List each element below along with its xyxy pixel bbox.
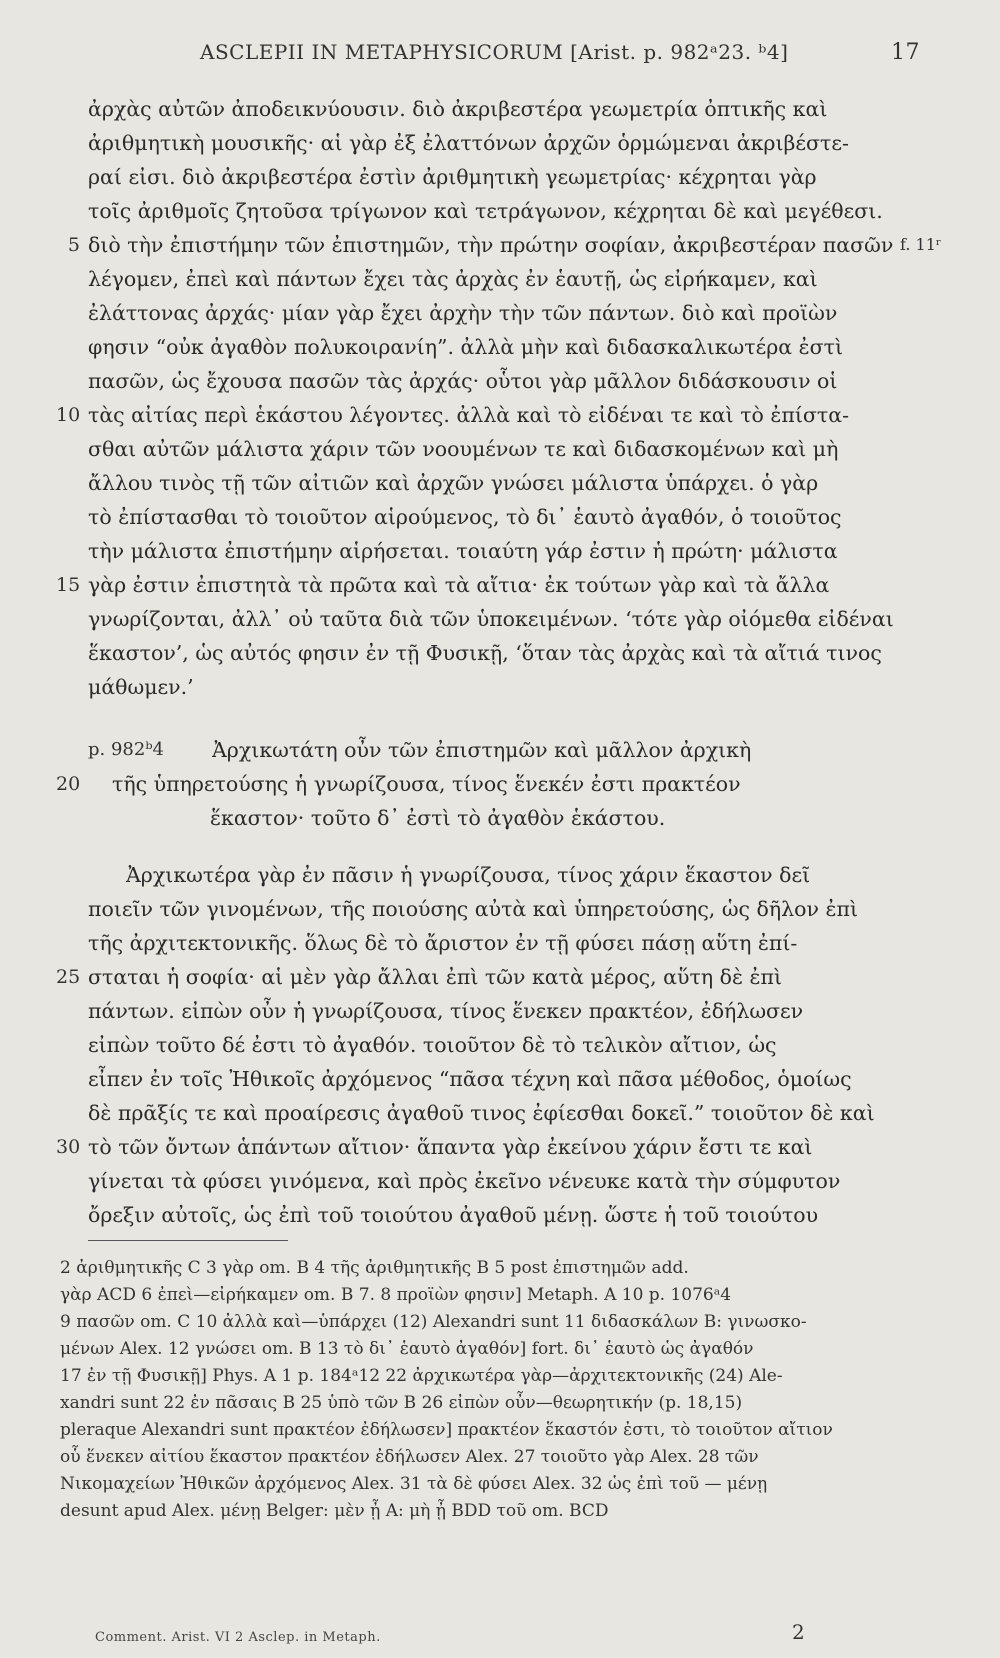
text-line: τὴν μάλιστα ἐπιστήμην αἱρήσεται. τοιαύτη γάρ ἐστιν ἡ πρώτη· μάλιστα — [88, 539, 838, 563]
text-line: διὸ τὴν ἐπιστήμην τῶν ἐπιστημῶν, τὴν πρώτην σοφίαν, ἀκριβεστέραν πασῶν — [88, 233, 894, 257]
footnote-line: 9 πασῶν om. C 10 ἀλλὰ καὶ—ὑπάρχει (12) Alexandri sunt 11 διδασκάλων B: γινωσκο- — [60, 1312, 807, 1332]
footnote-line: desunt apud Alex. μένῃ Belger: μὲν ᾖ A: μὴ ᾖ BDD τοῦ om. BCD — [60, 1501, 609, 1521]
text-line: μάθωμεν.’ — [88, 675, 194, 699]
footnote-line: οὗ ἕνεκεν αἰτίου ἕκαστον πρακτέον ἐδήλωσεν Alex. 27 τοιοῦτο γὰρ Alex. 28 τῶν — [60, 1447, 759, 1467]
folio-margin-note: f. 11ʳ — [900, 235, 942, 254]
footnote-line: Νικομαχείων Ἠθικῶν ἀρχόμενος Alex. 31 τὰ δὲ φύσει Alex. 32 ὡς ἐπὶ τοῦ — μένῃ — [60, 1474, 768, 1494]
text-line: τὸ ἐπίστασθαι τὸ τοιοῦτον αἱρούμενος, τὸ δι᾽ ἑαυτὸ ἀγαθόν, ὁ τοιοῦτος — [88, 505, 842, 529]
text-line: σταται ἡ σοφία· αἱ μὲν γὰρ ἄλλαι ἐπὶ τῶν κατὰ μέρος, αὕτη δὲ ἐπὶ — [88, 965, 782, 989]
signature-number: 2 — [792, 1620, 805, 1644]
line-number: 30 — [56, 1136, 81, 1158]
lemma-line: Ἀρχικωτάτη οὖν τῶν ἐπιστημῶν καὶ μᾶλλον ἀρχικὴ — [212, 738, 752, 762]
footnote-line: 2 ἀριθμητικῆς C 3 γὰρ om. B 4 τῆς ἀριθμητικῆς B 5 post ἐπιστημῶν add. — [60, 1258, 689, 1278]
text-line: γνωρίζονται, ἀλλ᾽ οὐ ταῦτα διὰ τῶν ὑποκειμένων. ‘τότε γὰρ οἰόμεθα εἰδέναι — [88, 607, 894, 631]
text-line: Ἀρχικωτέρα γὰρ ἐν πᾶσιν ἡ γνωρίζουσα, τίνος χάριν ἕκαστον δεῖ — [126, 863, 811, 887]
line-number: 20 — [56, 773, 81, 795]
running-title: ASCLEPII IN METAPHYSICORUM [Arist. p. 982ᵃ23. ᵇ4] — [200, 40, 789, 64]
page-number: 17 — [891, 40, 920, 65]
line-number: 25 — [56, 966, 81, 988]
text-line: γίνεται τὰ φύσει γινόμενα, καὶ πρὸς ἐκεῖνο νένευκε κατὰ τὴν σύμφυτον — [88, 1169, 841, 1193]
text-line: ἄλλου τινὸς τῇ τῶν αἰτιῶν καὶ ἀρχῶν γνώσει μάλιστα ὑπάρχει. ὁ γὰρ — [88, 471, 819, 495]
text-line: δὲ πρᾶξίς τε καὶ προαίρεσις ἀγαθοῦ τινος ἐφίεσθαι δοκεῖ.” τοιοῦτον δὲ καὶ — [88, 1101, 875, 1125]
text-line: πάντων. εἰπὼν οὖν ἡ γνωρίζουσα, τίνος ἕνεκεν πρακτέον, ἐδήλωσεν — [88, 999, 804, 1023]
text-line: εἰπὼν τοῦτο δέ ἐστι τὸ ἀγαθόν. τοιοῦτον δὲ τὸ τελικὸν αἴτιον, ὡς — [88, 1033, 777, 1057]
text-line: ἀρχὰς αὐτῶν ἀποδεικνύουσιν. διὸ ἀκριβεστέρα γεωμετρία ὀπτικῆς καὶ — [88, 97, 828, 121]
line-number: 10 — [56, 404, 81, 426]
text-line: πασῶν, ὡς ἔχουσα πασῶν τὰς ἀρχάς· οὗτοι γὰρ μᾶλλον διδάσκουσιν οἱ — [88, 369, 838, 393]
lemma-line: ἕκαστον· τοῦτο δ᾽ ἐστὶ τὸ ἀγαθὸν ἑκάστου. — [210, 806, 666, 830]
text-line: τὰς αἰτίας περὶ ἑκάστου λέγοντες. ἀλλὰ καὶ τὸ εἰδέναι τε καὶ τὸ ἐπίστα- — [88, 403, 850, 427]
text-line: σθαι αὐτῶν μάλιστα χάριν τῶν νοουμένων τε καὶ διδασκομένων καὶ μὴ — [88, 437, 839, 461]
footnote-line: 17 ἐν τῇ Φυσικῇ] Phys. A 1 p. 184ᵃ12 22 ἀρχικωτέρα γὰρ—ἀρχιτεκτονικῆς (24) Ale- — [60, 1366, 783, 1386]
text-line: τοῖς ἀριθμοῖς ζητοῦσα τρίγωνον καὶ τετράγωνον, κέχρηται δὲ καὶ μεγέθεσι. — [88, 199, 883, 223]
line-number: 15 — [56, 574, 81, 596]
text-line: ἀριθμητικὴ μουσικῆς· αἱ γὰρ ἐξ ἐλαττόνων ἀρχῶν ὁρμώμεναι ἀκριβέστε- — [88, 131, 849, 155]
line-number: 5 — [67, 234, 80, 256]
text-line: ὄρεξιν αὐτοῖς, ὡς ἐπὶ τοῦ τοιούτου ἀγαθοῦ μένῃ. ὥστε ἡ τοῦ τοιούτου — [88, 1203, 819, 1227]
text-line: τῆς ἀρχιτεκτονικῆς. ὅλως δὲ τὸ ἄριστον ἐν τῇ φύσει πάσῃ αὕτη ἐπί- — [88, 931, 798, 955]
lemma-reference: p. 982ᵇ4 — [88, 739, 164, 760]
footnote-divider — [88, 1240, 288, 1241]
running-header — [90, 40, 920, 72]
footnote-line: γὰρ ACD 6 ἐπεὶ—εἰρήκαμεν om. B 7. 8 προϊὼν φησιν] Metaph. A 10 p. 1076ᵃ4 — [60, 1285, 732, 1305]
printer-signature: Comment. Arist. VI 2 Asclep. in Metaph. — [95, 1630, 381, 1645]
text-line: γὰρ ἐστιν ἐπιστητὰ τὰ πρῶτα καὶ τὰ αἴτια· ἐκ τούτων γὰρ καὶ τὰ ἄλλα — [88, 573, 830, 597]
text-line: ποιεῖν τῶν γινομένων, τῆς ποιούσης αὐτὰ καὶ ὑπηρετούσης, ὡς δῆλον ἐπὶ — [88, 897, 858, 921]
text-line: εἶπεν ἐν τοῖς Ἠθικοῖς ἀρχόμενος “πᾶσα τέχνη καὶ πᾶσα μέθοδος, ὁμοίως — [88, 1067, 852, 1091]
text-line: φησιν “οὐκ ἀγαθὸν πολυκοιρανίη”. ἀλλὰ μὴν καὶ διδασκαλικωτέρα ἐστὶ — [88, 335, 844, 359]
footnote-line: μένων Alex. 12 γνώσει om. B 13 τὸ δι᾽ ἑαυτὸ ἀγαθόν] fort. δι᾽ ἑαυτὸ ὡς ἀγαθόν — [60, 1339, 754, 1359]
text-line: ραί εἰσι. διὸ ἀκριβεστέρα ἐστὶν ἀριθμητικὴ γεωμετρίας· κέχρηται γὰρ — [88, 165, 817, 189]
text-line: ἐλάττονας ἀρχάς· μίαν γὰρ ἔχει ἀρχὴν τὴν τῶν πάντων. διὸ καὶ προϊὼν — [88, 301, 838, 325]
text-line: λέγομεν, ἐπεὶ καὶ πάντων ἔχει τὰς ἀρχὰς ἐν ἑαυτῇ, ὡς εἰρήκαμεν, καὶ — [88, 267, 818, 291]
text-line: τὸ τῶν ὄντων ἁπάντων αἴτιον· ἅπαντα γὰρ ἐκείνου χάριν ἔστι τε καὶ — [88, 1135, 813, 1159]
footnote-line: xandri sunt 22 ἐν πᾶσαις B 25 ὑπὸ τῶν B 26 εἰπὼν οὖν—θεωρητικήν (p. 18,15) — [60, 1393, 743, 1413]
text-line: ἕκαστον’, ὡς αὐτός φησιν ἐν τῇ Φυσικῇ, ‘ὅταν τὰς ἀρχὰς καὶ τὰ αἴτιά τινος — [88, 641, 882, 665]
lemma-line: τῆς ὑπηρετούσης ἡ γνωρίζουσα, τίνος ἕνεκέν ἐστι πρακτέον — [112, 772, 741, 796]
footnote-line: pleraque Alexandri sunt πρακτέον ἐδήλωσεν] πρακτέον ἕκαστόν ἐστι, τὸ τοιοῦτον αἴτιον — [60, 1420, 833, 1440]
